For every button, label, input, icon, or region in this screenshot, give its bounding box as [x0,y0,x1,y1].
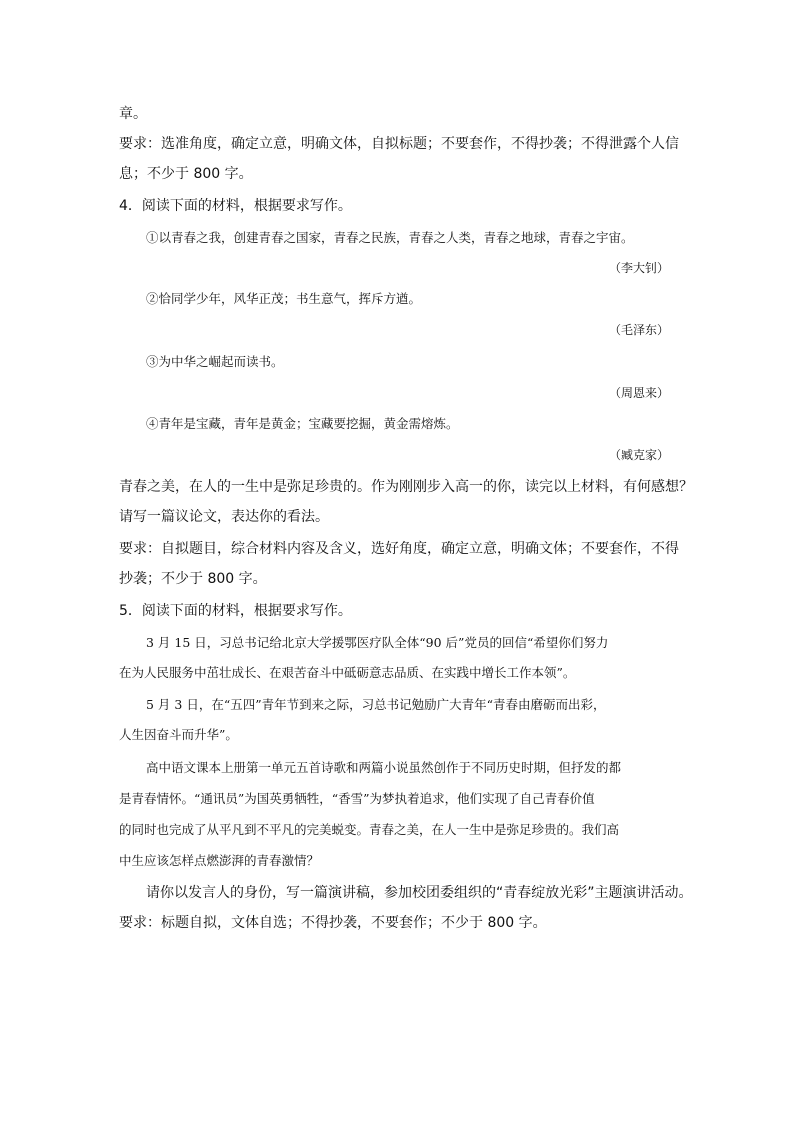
question-5-heading: 5．阅读下面的材料，根据要求写作。 [119,603,352,619]
quote-1-attribution: （李大钊） [608,261,669,275]
quote-3: ③为中华之崛起而读书。 [146,354,284,369]
question-5-material-2-line-2: 人生因奋斗而升华”。 [119,727,238,742]
question-5-requirement: 要求：标题自拟，文体自选；不得抄袭，不要套作；不少于 800 字。 [119,915,547,931]
question-4-requirement-line-2: 抄袭；不少于 800 字。 [119,571,267,587]
top-requirement-line-1: 要求：选准角度，确定立意，明确文体，自拟标题；不要套作，不得抄袭；不得泄露个人信 [119,136,679,152]
question-4-prompt-line-1: 青春之美，在人的一生中是弥足珍贵的。作为刚刚步入高一的你，读完以上材料，有何感想？ [119,479,693,495]
question-5-material-1-line-2: 在为人民服务中茁壮成长、在艰苦奋斗中砥砺意志品质、在实践中增长工作本领”。 [119,665,576,680]
question-5-material-3-line-4: 中生应该怎样点燃澎湃的青春激情？ [119,853,320,868]
top-requirement-line-2: 息；不少于 800 字。 [119,166,253,182]
quote-1: ①以青春之我，创建青春之国家，青春之民族，青春之人类，青春之地球，青春之宇宙。 [146,230,634,245]
question-5-material-3-line-2: 是青春情怀。“通讯员”为国英勇牺牲，“香雪”为梦执着追求，他们实现了自己青春价值 [119,791,595,806]
question-5-material-3-line-1: 高中语文课本上册第一单元五首诗歌和两篇小说虽然创作于不同历史时期，但抒发的都 [146,760,622,775]
top-text-line: 章。 [119,106,147,122]
question-5-task: 请你以发言人的身份，写一篇演讲稿，参加校团委组织的“青春绽放光彩”主题演讲活动。 [146,885,693,901]
question-4-prompt-line-2: 请写一篇议论文，表达你的看法。 [119,509,329,525]
question-5-material-1-line-1: 3 月 15 日，习总书记给北京大学援鄂医疗队全体“90 后”党员的回信“希望你们努力 [146,635,609,650]
question-5-material-3-line-3: 的同时也完成了从平凡到不平凡的完美蜕变。青春之美，在人一生中是弥足珍贵的。我们高 [119,822,620,837]
quote-4: ④青年是宝藏，青年是黄金；宝藏要挖掘，黄金需熔炼。 [146,416,459,431]
question-4-requirement-line-1: 要求：自拟题目，综合材料内容及含义，选好角度，确定立意，明确文体；不要套作，不得 [119,541,679,557]
quote-4-attribution: （臧克家） [608,448,669,462]
quote-2: ②恰同学少年，风华正茂；书生意气，挥斥方遒。 [146,291,422,306]
question-4-heading: 4．阅读下面的材料，根据要求写作。 [119,198,352,214]
quote-3-attribution: （周恩来） [608,386,669,400]
question-5-material-2-line-1: 5 月 3 日，在“五四”青年节到来之际，习总书记勉励广大青年“青春由磨砺而出彩， [146,697,606,712]
quote-2-attribution: （毛泽东） [608,323,669,337]
